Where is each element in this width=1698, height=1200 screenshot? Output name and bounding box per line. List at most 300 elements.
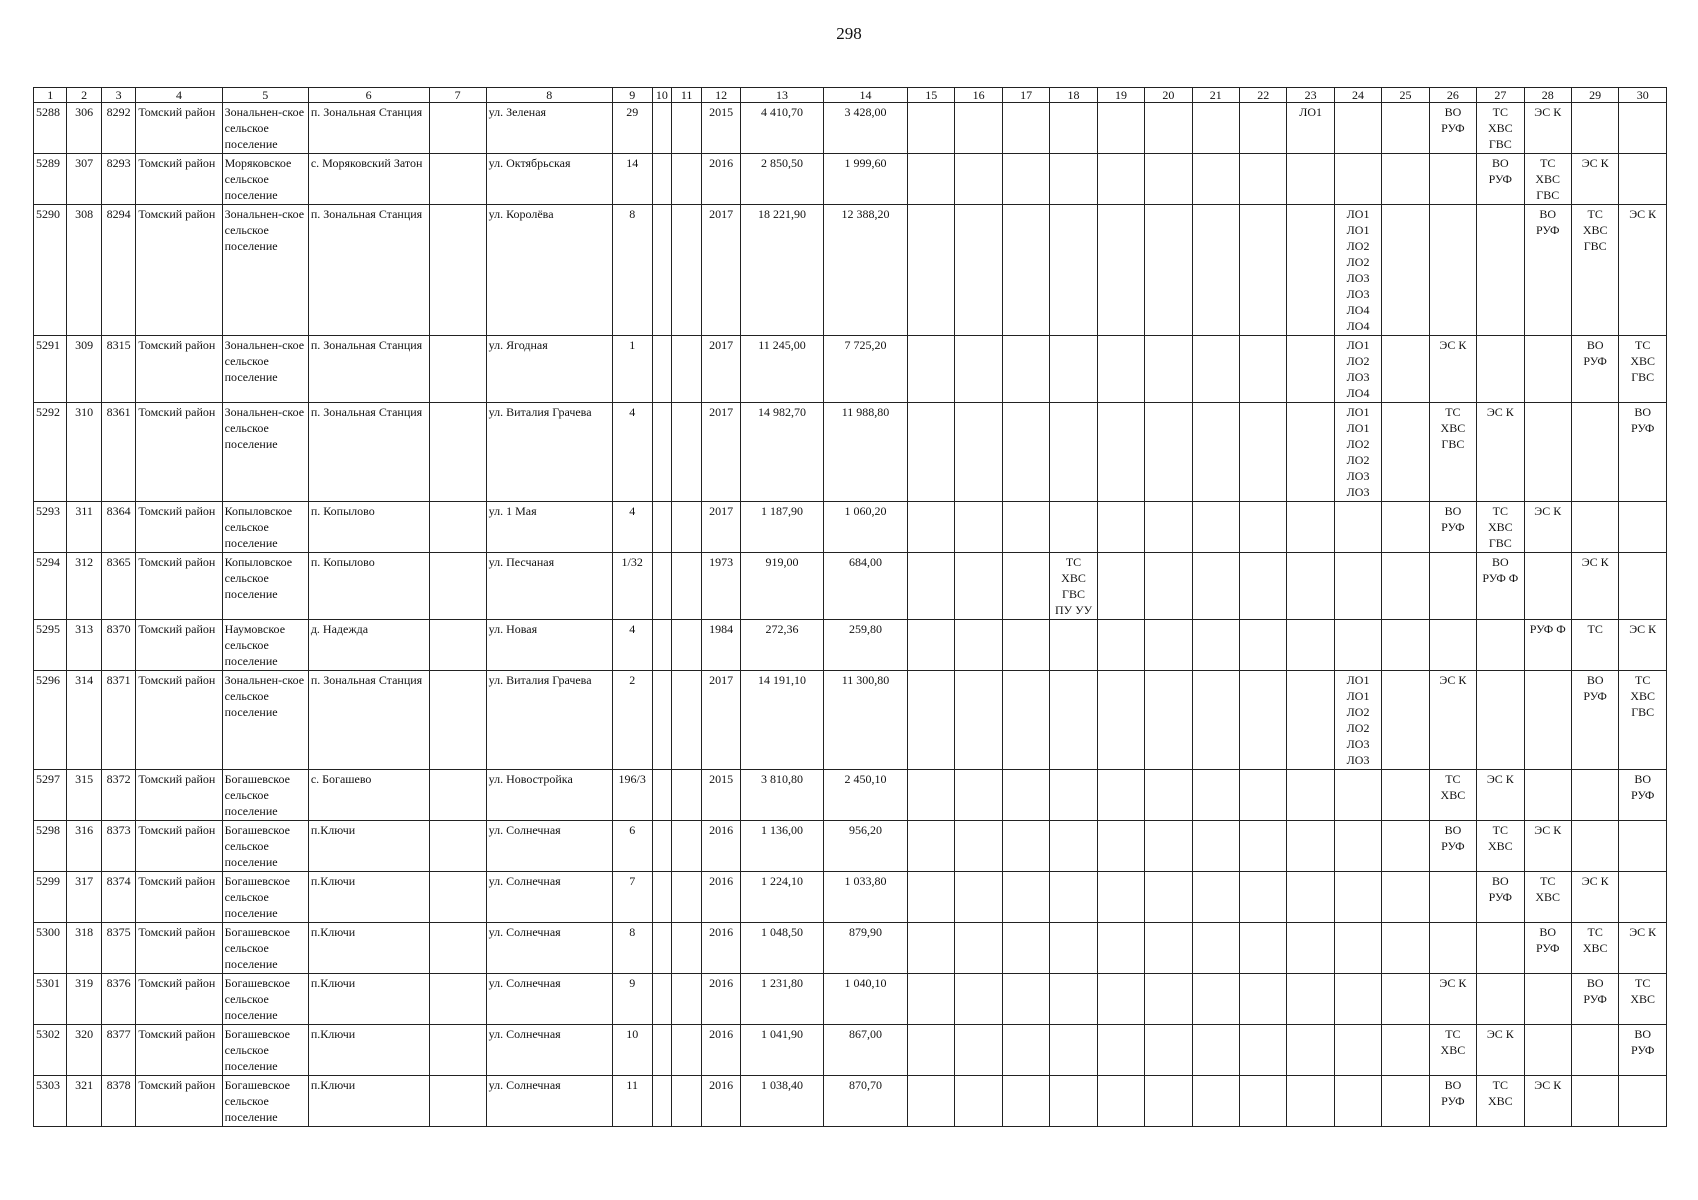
cell-col-21 xyxy=(1192,923,1239,974)
cell-col-9: 8 xyxy=(612,205,652,336)
cell-col-14: 12 388,20 xyxy=(823,205,907,336)
cell-col-13: 4 410,70 xyxy=(741,103,824,154)
column-header-23: 23 xyxy=(1287,88,1334,103)
cell-col-12: 2017 xyxy=(702,502,741,553)
cell-col-26: ВО РУФ xyxy=(1429,103,1476,154)
cell-col-19 xyxy=(1097,336,1144,403)
cell-col-21 xyxy=(1192,154,1239,205)
cell-col-30: ТС ХВС ГВС xyxy=(1619,671,1667,770)
cell-col-27: ТС ХВС xyxy=(1477,821,1524,872)
cell-col-12: 1973 xyxy=(702,553,741,620)
cell-col-29: ВО РУФ xyxy=(1571,336,1618,403)
cell-col-15 xyxy=(908,154,955,205)
cell-col-8: ул. Солнечная xyxy=(486,821,612,872)
cell-col-3: 8293 xyxy=(101,154,135,205)
cell-col-12: 2017 xyxy=(702,205,741,336)
cell-col-6: п.Ключи xyxy=(308,872,429,923)
cell-col-23: ЛО1 xyxy=(1287,103,1334,154)
cell-col-4: Томский район xyxy=(136,872,222,923)
cell-col-18 xyxy=(1050,502,1097,553)
cell-col-24: ЛО1 ЛО1 ЛО2 ЛО2 ЛО3 ЛО3 xyxy=(1334,671,1381,770)
cell-col-14: 2 450,10 xyxy=(823,770,907,821)
cell-col-25 xyxy=(1382,923,1429,974)
cell-col-27 xyxy=(1477,620,1524,671)
cell-col-22 xyxy=(1240,821,1287,872)
cell-col-15 xyxy=(908,403,955,502)
cell-col-20 xyxy=(1145,770,1192,821)
cell-col-8: ул. Солнечная xyxy=(486,1025,612,1076)
cell-col-3: 8372 xyxy=(101,770,135,821)
cell-col-20 xyxy=(1145,154,1192,205)
cell-col-4: Томский район xyxy=(136,770,222,821)
cell-col-14: 1 060,20 xyxy=(823,502,907,553)
cell-col-24 xyxy=(1334,974,1381,1025)
table-row xyxy=(34,1076,1667,1127)
cell-col-1: 5300 xyxy=(34,923,67,974)
cell-col-4: Томский район xyxy=(136,553,222,620)
cell-col-2: 307 xyxy=(67,154,101,205)
cell-col-14: 867,00 xyxy=(823,1025,907,1076)
cell-col-5: Зональнен-ское сельское поселение xyxy=(222,205,308,336)
cell-col-27: ЭС К xyxy=(1477,403,1524,502)
cell-col-19 xyxy=(1097,671,1144,770)
cell-col-28 xyxy=(1524,553,1571,620)
cell-col-16 xyxy=(955,671,1002,770)
cell-col-17 xyxy=(1002,821,1049,872)
cell-col-25 xyxy=(1382,620,1429,671)
cell-col-12: 2017 xyxy=(702,336,741,403)
cell-col-15 xyxy=(908,205,955,336)
cell-col-8: ул. Октябрьская xyxy=(486,154,612,205)
cell-col-10 xyxy=(652,1025,671,1076)
cell-col-20 xyxy=(1145,872,1192,923)
column-header-29: 29 xyxy=(1571,88,1618,103)
cell-col-17 xyxy=(1002,974,1049,1025)
cell-col-24 xyxy=(1334,154,1381,205)
column-header-20: 20 xyxy=(1145,88,1192,103)
cell-col-4: Томский район xyxy=(136,154,222,205)
cell-col-29: ТС ХВС xyxy=(1571,923,1618,974)
cell-col-9: 6 xyxy=(612,821,652,872)
cell-col-22 xyxy=(1240,923,1287,974)
cell-col-10 xyxy=(652,502,671,553)
cell-col-29 xyxy=(1571,821,1618,872)
cell-col-2: 306 xyxy=(67,103,101,154)
cell-col-12: 2015 xyxy=(702,103,741,154)
cell-col-5: Копыловское сельское поселение xyxy=(222,502,308,553)
cell-col-30: ТС ХВС xyxy=(1619,974,1667,1025)
cell-col-12: 2017 xyxy=(702,671,741,770)
cell-col-14: 684,00 xyxy=(823,553,907,620)
cell-col-30 xyxy=(1619,154,1667,205)
cell-col-14: 956,20 xyxy=(823,821,907,872)
cell-col-25 xyxy=(1382,336,1429,403)
cell-col-16 xyxy=(955,103,1002,154)
cell-col-25 xyxy=(1382,770,1429,821)
cell-col-9: 4 xyxy=(612,620,652,671)
cell-col-17 xyxy=(1002,553,1049,620)
cell-col-22 xyxy=(1240,553,1287,620)
cell-col-2: 314 xyxy=(67,671,101,770)
cell-col-11 xyxy=(672,205,702,336)
cell-col-14: 1 999,60 xyxy=(823,154,907,205)
cell-col-19 xyxy=(1097,403,1144,502)
cell-col-16 xyxy=(955,403,1002,502)
cell-col-24 xyxy=(1334,923,1381,974)
cell-col-24 xyxy=(1334,770,1381,821)
cell-col-29: ВО РУФ xyxy=(1571,671,1618,770)
cell-col-3: 8378 xyxy=(101,1076,135,1127)
cell-col-2: 310 xyxy=(67,403,101,502)
cell-col-29: ТС ХВС ГВС xyxy=(1571,205,1618,336)
cell-col-21 xyxy=(1192,1025,1239,1076)
cell-col-1: 5297 xyxy=(34,770,67,821)
cell-col-23 xyxy=(1287,553,1334,620)
cell-col-1: 5290 xyxy=(34,205,67,336)
column-header-12: 12 xyxy=(702,88,741,103)
cell-col-24 xyxy=(1334,553,1381,620)
cell-col-26: ВО РУФ xyxy=(1429,821,1476,872)
cell-col-15 xyxy=(908,821,955,872)
cell-col-16 xyxy=(955,154,1002,205)
cell-col-4: Томский район xyxy=(136,1076,222,1127)
cell-col-15 xyxy=(908,553,955,620)
cell-col-10 xyxy=(652,620,671,671)
cell-col-6: п.Ключи xyxy=(308,923,429,974)
cell-col-12: 2016 xyxy=(702,1076,741,1127)
cell-col-29 xyxy=(1571,502,1618,553)
cell-col-14: 1 040,10 xyxy=(823,974,907,1025)
cell-col-24 xyxy=(1334,1076,1381,1127)
cell-col-25 xyxy=(1382,502,1429,553)
table-row xyxy=(34,821,1667,872)
cell-col-9: 14 xyxy=(612,154,652,205)
cell-col-16 xyxy=(955,770,1002,821)
cell-col-15 xyxy=(908,1076,955,1127)
cell-col-17 xyxy=(1002,336,1049,403)
cell-col-13: 1 224,10 xyxy=(741,872,824,923)
cell-col-25 xyxy=(1382,403,1429,502)
cell-col-12: 2017 xyxy=(702,403,741,502)
cell-col-30 xyxy=(1619,1076,1667,1127)
cell-col-26: ВО РУФ xyxy=(1429,502,1476,553)
cell-col-12: 2016 xyxy=(702,923,741,974)
cell-col-19 xyxy=(1097,923,1144,974)
cell-col-21 xyxy=(1192,336,1239,403)
cell-col-14: 7 725,20 xyxy=(823,336,907,403)
cell-col-25 xyxy=(1382,1025,1429,1076)
cell-col-27 xyxy=(1477,205,1524,336)
cell-col-21 xyxy=(1192,974,1239,1025)
cell-col-6: п.Ключи xyxy=(308,974,429,1025)
table-row xyxy=(34,923,1667,974)
cell-col-27: ТС ХВС ГВС xyxy=(1477,103,1524,154)
cell-col-13: 1 038,40 xyxy=(741,1076,824,1127)
cell-col-19 xyxy=(1097,1025,1144,1076)
cell-col-20 xyxy=(1145,553,1192,620)
cell-col-6: п. Зональная Станция xyxy=(308,103,429,154)
cell-col-24 xyxy=(1334,872,1381,923)
cell-col-6: д. Надежда xyxy=(308,620,429,671)
cell-col-13: 1 041,90 xyxy=(741,1025,824,1076)
cell-col-12: 2015 xyxy=(702,770,741,821)
column-header-1: 1 xyxy=(34,88,67,103)
cell-col-3: 8374 xyxy=(101,872,135,923)
cell-col-18 xyxy=(1050,103,1097,154)
cell-col-30: ЭС К xyxy=(1619,923,1667,974)
cell-col-23 xyxy=(1287,336,1334,403)
cell-col-4: Томский район xyxy=(136,103,222,154)
cell-col-1: 5295 xyxy=(34,620,67,671)
cell-col-24: ЛО1 ЛО1 ЛО2 ЛО2 ЛО3 ЛО3 ЛО4 ЛО4 xyxy=(1334,205,1381,336)
cell-col-18 xyxy=(1050,620,1097,671)
cell-col-4: Томский район xyxy=(136,974,222,1025)
cell-col-8: ул. Виталия Грачева xyxy=(486,403,612,502)
cell-col-28: ЭС К xyxy=(1524,502,1571,553)
cell-col-15 xyxy=(908,1025,955,1076)
cell-col-1: 5288 xyxy=(34,103,67,154)
cell-col-1: 5296 xyxy=(34,671,67,770)
cell-col-21 xyxy=(1192,403,1239,502)
cell-col-7 xyxy=(429,502,486,553)
cell-col-17 xyxy=(1002,205,1049,336)
cell-col-29 xyxy=(1571,1076,1618,1127)
cell-col-11 xyxy=(672,403,702,502)
cell-col-5: Богашевское сельское поселение xyxy=(222,923,308,974)
cell-col-3: 8376 xyxy=(101,974,135,1025)
cell-col-7 xyxy=(429,770,486,821)
cell-col-25 xyxy=(1382,671,1429,770)
cell-col-30: ТС ХВС ГВС xyxy=(1619,336,1667,403)
cell-col-11 xyxy=(672,553,702,620)
cell-col-14: 11 300,80 xyxy=(823,671,907,770)
cell-col-9: 9 xyxy=(612,974,652,1025)
cell-col-26 xyxy=(1429,923,1476,974)
cell-col-29 xyxy=(1571,770,1618,821)
cell-col-20 xyxy=(1145,974,1192,1025)
cell-col-24: ЛО1 ЛО2 ЛО3 ЛО4 xyxy=(1334,336,1381,403)
table-row xyxy=(34,671,1667,770)
column-header-3: 3 xyxy=(101,88,135,103)
cell-col-1: 5292 xyxy=(34,403,67,502)
cell-col-12: 2016 xyxy=(702,154,741,205)
cell-col-13: 11 245,00 xyxy=(741,336,824,403)
cell-col-8: ул. Солнечная xyxy=(486,872,612,923)
cell-col-20 xyxy=(1145,821,1192,872)
cell-col-5: Зональнен-ское сельское поселение xyxy=(222,103,308,154)
table-row xyxy=(34,103,1667,154)
cell-col-30: ЭС К xyxy=(1619,205,1667,336)
cell-col-28 xyxy=(1524,336,1571,403)
cell-col-23 xyxy=(1287,974,1334,1025)
cell-col-21 xyxy=(1192,671,1239,770)
cell-col-23 xyxy=(1287,403,1334,502)
cell-col-4: Томский район xyxy=(136,821,222,872)
table-body xyxy=(34,103,1667,1127)
cell-col-22 xyxy=(1240,1076,1287,1127)
cell-col-3: 8361 xyxy=(101,403,135,502)
cell-col-28: ВО РУФ xyxy=(1524,923,1571,974)
cell-col-23 xyxy=(1287,1025,1334,1076)
cell-col-5: Богашевское сельское поселение xyxy=(222,872,308,923)
cell-col-16 xyxy=(955,974,1002,1025)
cell-col-18 xyxy=(1050,154,1097,205)
cell-col-11 xyxy=(672,1025,702,1076)
column-header-17: 17 xyxy=(1002,88,1049,103)
cell-col-30 xyxy=(1619,821,1667,872)
table-row xyxy=(34,336,1667,403)
cell-col-7 xyxy=(429,1025,486,1076)
table-row xyxy=(34,502,1667,553)
cell-col-22 xyxy=(1240,154,1287,205)
cell-col-29 xyxy=(1571,103,1618,154)
cell-col-8: ул. Ягодная xyxy=(486,336,612,403)
cell-col-30 xyxy=(1619,872,1667,923)
cell-col-24 xyxy=(1334,103,1381,154)
cell-col-8: ул. Новая xyxy=(486,620,612,671)
column-header-26: 26 xyxy=(1429,88,1476,103)
cell-col-30 xyxy=(1619,502,1667,553)
cell-col-8: ул. Солнечная xyxy=(486,1076,612,1127)
column-header-24: 24 xyxy=(1334,88,1381,103)
cell-col-25 xyxy=(1382,872,1429,923)
table-row xyxy=(34,620,1667,671)
cell-col-2: 308 xyxy=(67,205,101,336)
cell-col-3: 8364 xyxy=(101,502,135,553)
cell-col-11 xyxy=(672,620,702,671)
cell-col-29: ЭС К xyxy=(1571,872,1618,923)
cell-col-17 xyxy=(1002,671,1049,770)
column-header-18: 18 xyxy=(1050,88,1097,103)
cell-col-20 xyxy=(1145,1076,1192,1127)
cell-col-4: Томский район xyxy=(136,671,222,770)
cell-col-17 xyxy=(1002,620,1049,671)
cell-col-26: ЭС К xyxy=(1429,974,1476,1025)
cell-col-20 xyxy=(1145,205,1192,336)
cell-col-28 xyxy=(1524,1025,1571,1076)
cell-col-16 xyxy=(955,620,1002,671)
column-header-5: 5 xyxy=(222,88,308,103)
column-header-27: 27 xyxy=(1477,88,1524,103)
column-header-8: 8 xyxy=(486,88,612,103)
cell-col-22 xyxy=(1240,770,1287,821)
cell-col-8: ул. Зеленая xyxy=(486,103,612,154)
cell-col-26 xyxy=(1429,205,1476,336)
cell-col-7 xyxy=(429,154,486,205)
cell-col-23 xyxy=(1287,821,1334,872)
cell-col-3: 8373 xyxy=(101,821,135,872)
cell-col-1: 5289 xyxy=(34,154,67,205)
cell-col-25 xyxy=(1382,553,1429,620)
cell-col-2: 321 xyxy=(67,1076,101,1127)
cell-col-23 xyxy=(1287,620,1334,671)
cell-col-21 xyxy=(1192,620,1239,671)
cell-col-19 xyxy=(1097,205,1144,336)
cell-col-20 xyxy=(1145,671,1192,770)
cell-col-28: ЭС К xyxy=(1524,103,1571,154)
cell-col-26 xyxy=(1429,872,1476,923)
cell-col-18 xyxy=(1050,336,1097,403)
cell-col-13: 3 810,80 xyxy=(741,770,824,821)
cell-col-2: 317 xyxy=(67,872,101,923)
cell-col-14: 3 428,00 xyxy=(823,103,907,154)
column-header-16: 16 xyxy=(955,88,1002,103)
cell-col-26: ЭС К xyxy=(1429,336,1476,403)
cell-col-24 xyxy=(1334,821,1381,872)
cell-col-13: 1 231,80 xyxy=(741,974,824,1025)
cell-col-13: 14 191,10 xyxy=(741,671,824,770)
cell-col-21 xyxy=(1192,872,1239,923)
cell-col-27 xyxy=(1477,336,1524,403)
cell-col-19 xyxy=(1097,154,1144,205)
cell-col-18 xyxy=(1050,770,1097,821)
cell-col-19 xyxy=(1097,103,1144,154)
cell-col-2: 313 xyxy=(67,620,101,671)
cell-col-18 xyxy=(1050,974,1097,1025)
column-header-21: 21 xyxy=(1192,88,1239,103)
cell-col-15 xyxy=(908,872,955,923)
cell-col-25 xyxy=(1382,154,1429,205)
cell-col-12: 2016 xyxy=(702,1025,741,1076)
cell-col-5: Богашевское сельское поселение xyxy=(222,974,308,1025)
cell-col-5: Моряковское сельское поселение xyxy=(222,154,308,205)
cell-col-7 xyxy=(429,336,486,403)
cell-col-7 xyxy=(429,974,486,1025)
cell-col-20 xyxy=(1145,502,1192,553)
cell-col-21 xyxy=(1192,103,1239,154)
cell-col-2: 319 xyxy=(67,974,101,1025)
cell-col-29 xyxy=(1571,1025,1618,1076)
cell-col-16 xyxy=(955,336,1002,403)
cell-col-28: ЭС К xyxy=(1524,1076,1571,1127)
cell-col-19 xyxy=(1097,1076,1144,1127)
column-header-14: 14 xyxy=(823,88,907,103)
cell-col-15 xyxy=(908,974,955,1025)
cell-col-14: 879,90 xyxy=(823,923,907,974)
cell-col-3: 8375 xyxy=(101,923,135,974)
cell-col-8: ул. 1 Мая xyxy=(486,502,612,553)
cell-col-13: 14 982,70 xyxy=(741,403,824,502)
cell-col-9: 8 xyxy=(612,923,652,974)
cell-col-5: Богашевское сельское поселение xyxy=(222,770,308,821)
cell-col-9: 11 xyxy=(612,1076,652,1127)
cell-col-17 xyxy=(1002,923,1049,974)
cell-col-15 xyxy=(908,770,955,821)
cell-col-26: ТС ХВС ГВС xyxy=(1429,403,1476,502)
cell-col-3: 8315 xyxy=(101,336,135,403)
cell-col-15 xyxy=(908,502,955,553)
cell-col-4: Томский район xyxy=(136,1025,222,1076)
cell-col-1: 5298 xyxy=(34,821,67,872)
table-row xyxy=(34,553,1667,620)
cell-col-24 xyxy=(1334,620,1381,671)
cell-col-30: ВО РУФ xyxy=(1619,403,1667,502)
cell-col-11 xyxy=(672,336,702,403)
cell-col-30: ВО РУФ xyxy=(1619,1025,1667,1076)
cell-col-7 xyxy=(429,205,486,336)
cell-col-16 xyxy=(955,205,1002,336)
cell-col-30 xyxy=(1619,553,1667,620)
cell-col-17 xyxy=(1002,1076,1049,1127)
cell-col-15 xyxy=(908,923,955,974)
cell-col-11 xyxy=(672,103,702,154)
cell-col-12: 1984 xyxy=(702,620,741,671)
cell-col-18 xyxy=(1050,403,1097,502)
cell-col-10 xyxy=(652,1076,671,1127)
cell-col-6: с. Моряковский Затон xyxy=(308,154,429,205)
cell-col-30: ЭС К xyxy=(1619,620,1667,671)
table-row xyxy=(34,205,1667,336)
